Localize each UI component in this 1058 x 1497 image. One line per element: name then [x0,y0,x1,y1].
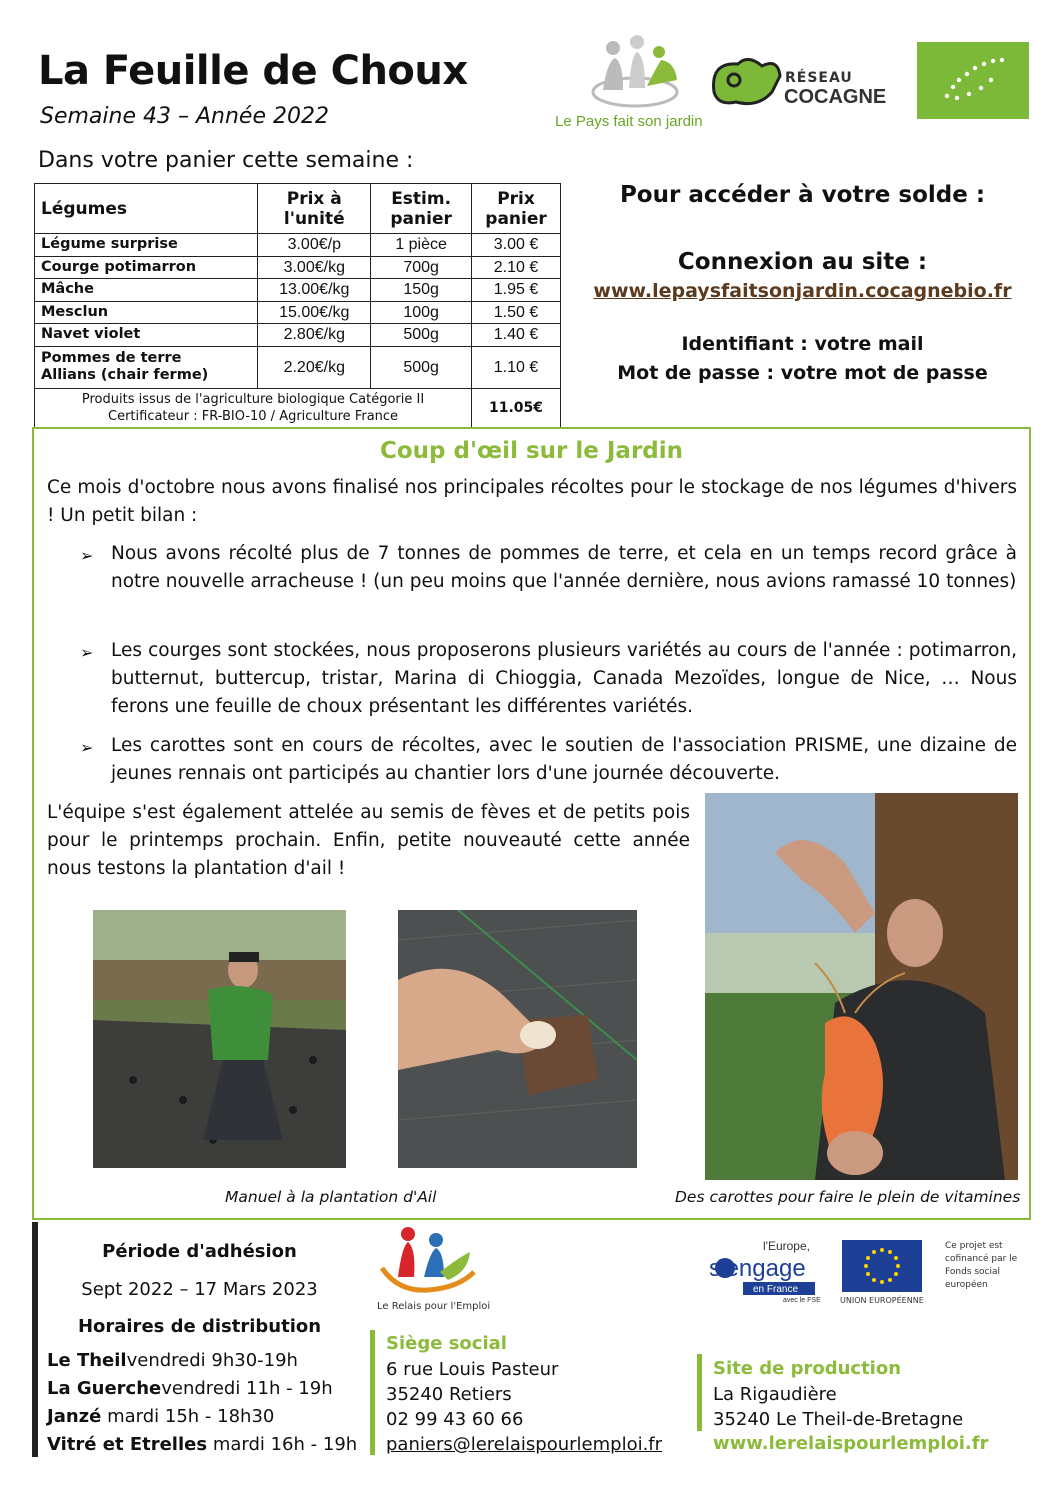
basket-price: 2.10 € [472,256,561,279]
membership-period-dates: Sept 2022 – 17 Mars 2023 [81,1279,318,1300]
website-link[interactable]: www.lepaysfaitsonjardin.cocagnebio.fr [593,280,1012,302]
col-basket-price: Prix panier [472,184,561,234]
veg-name: Navet violet [35,324,258,347]
head-office-email-link[interactable]: paniers@lerelaispourlemploi.fr [386,1434,663,1455]
head-office-street: 6 rue Louis Pasteur [386,1359,559,1380]
relais-pour-emploi-logo [378,1222,478,1297]
estim-qty: 1 pièce [371,234,472,257]
estim-qty: 100g [371,301,472,324]
basket-price: 3.00 € [472,234,561,257]
europe-logo-fse-text: avec le FSE [783,1297,821,1304]
eu-flag-logo [842,1240,922,1292]
distribution-time: mardi 16h - 19h [212,1434,358,1455]
basket-price: 1.10 € [472,346,561,388]
issue-week: Semaine 43 – Année 2022 [40,104,329,129]
login-identifier-info: Identifiant : votre mail [681,333,924,355]
col-legumes: Légumes [35,184,258,234]
bullet-text: Nous avons récolté plus de 7 tonnes de pommes de terre, et cela en un temps record grâce à notre nouvelle arracheuse ! (un peu moins que l'année dernière, nous avions ramassé 10 tonnes) [111,543,1017,592]
production-site-city: 35240 Le Theil-de-Bretagne [713,1409,964,1430]
eu-cofinancing-note: Ce projet est cofinancé par le Fonds social européen [945,1241,1018,1290]
garden-outro-paragraph: L'équipe s'est également attelée au semis de fèves et de petits pois pour le printemps prochain. Enfin, petite nouveauté cette année nous testons la plantation d'ail ! [47,802,690,879]
col-unit-price: Prix à l'unité [258,184,371,234]
europe-logo-main-text: s'engage [709,1255,806,1282]
distribution-time: mardi 15h - 18h30 [107,1406,275,1427]
organic-certification-note: Produits issus de l'agriculture biologique Catégorie II Certificateur : FR-BIO-10 / Agriculture France [35,388,472,428]
veg-name: Pommes de terre Allians (chair ferme) [35,346,258,388]
unit-price: 2.20€/kg [258,346,371,388]
head-office-city: 35240 Retiers [386,1384,512,1405]
list-item [80,637,1017,721]
veg-name: Mesclun [35,301,258,324]
europe-logo-top-text: l'Europe, [763,1239,810,1253]
distribution-schedule-item [47,1406,274,1427]
arrow-bullet-icon: ➢ [80,643,94,662]
newsletter-title: La Feuille de Choux [38,48,468,94]
balance-access-title: Pour accéder à votre solde : [619,182,986,208]
list-item [80,732,1017,788]
cocagne-logo-top: RÉSEAU [785,70,853,86]
basket-table [34,183,561,429]
distribution-time: vendredi 11h - 19h [161,1378,333,1399]
europe-logo-sub-text: en France [753,1284,799,1295]
veg-name: Courge potimarron [35,256,258,279]
distribution-place: La Guerche [47,1378,162,1399]
distribution-schedule-item [47,1350,298,1371]
head-office-phone: 02 99 43 60 66 [386,1409,524,1430]
arrow-bullet-icon: ➢ [80,546,94,565]
basket-price: 1.40 € [472,324,561,347]
garden-section-title: Coup d'œil sur le Jardin [379,438,684,464]
arrow-bullet-icon: ➢ [80,738,94,757]
basket-total: 11.05€ [472,388,561,428]
distribution-time: vendredi 9h30-19h [126,1350,298,1371]
table-row [35,301,561,324]
col-estim: Estim. panier [371,184,472,234]
veg-name: Mâche [35,279,258,302]
production-site-title: Site de production [713,1358,902,1379]
basket-price: 1.95 € [472,279,561,302]
table-header-row [35,184,561,234]
production-site-accent-bar [697,1354,702,1431]
list-item [80,540,1017,596]
table-row [35,256,561,279]
estim-qty: 500g [371,324,472,347]
distribution-schedule-item [47,1434,357,1455]
unit-price: 13.00€/kg [258,279,371,302]
bullet-text: Les courges sont stockées, nous proposerons plusieurs variétés au cours de l'année : potimarron, butternut, buttercup, tristar, Marina di Chioggia, Canada Mezoïdes, longue de Nice, … Nous ferons une feuille de choux présentant les différentes variétés. [111,640,1017,717]
cocagne-logo-name: COCAGNE [784,86,887,108]
eu-organic-leaf-logo [917,42,1029,119]
login-password-info: Mot de passe : votre mot de passe [617,362,988,384]
europe-sengage-logo [703,1238,823,1304]
head-office-accent-bar [370,1330,375,1455]
relais-website-link[interactable]: www.lerelaispourlemploi.fr [713,1433,989,1454]
eu-label: UNION EUROPÉENNE [840,1296,924,1305]
table-footer-row [35,388,561,428]
table-row [35,346,561,388]
login-title: Connexion au site : [677,249,928,275]
veg-name: Légume surprise [35,234,258,257]
unit-price: 15.00€/kg [258,301,371,324]
relais-logo-text: Le Relais pour l'Emploi [377,1301,491,1312]
photo-caption-garlic: Manuel à la plantation d'Ail [225,1188,437,1206]
basket-price: 1.50 € [472,301,561,324]
footer-left-bar [32,1222,38,1457]
production-site-place: La Rigaudière [713,1384,837,1405]
garden-intro-paragraph: Ce mois d'octobre nous avons finalisé nos principales récoltes pour le stockage de nos légumes d'hivers ! Un petit bilan : [47,477,1017,526]
distribution-place: Janzé [47,1406,102,1427]
carrot-harvest-photo [705,793,1018,1180]
table-row [35,234,561,257]
photo-caption-carrots: Des carottes pour faire le plein de vitamines [675,1188,1021,1206]
basket-heading: Dans votre panier cette semaine : [38,148,414,173]
distribution-schedule-item [47,1378,333,1399]
distribution-place: Vitré et Etrelles [47,1434,208,1455]
distribution-hours-title: Horaires de distribution [77,1316,322,1337]
head-office-title: Siège social [386,1333,507,1354]
unit-price: 3.00€/p [258,234,371,257]
pays-fait-son-jardin-logo-text: Le Pays fait son jardin [555,113,703,130]
estim-qty: 500g [371,346,472,388]
distribution-place: Le Theil [47,1350,127,1371]
estim-qty: 700g [371,256,472,279]
pays-fait-son-jardin-logo [585,30,685,110]
unit-price: 3.00€/kg [258,256,371,279]
bullet-text: Les carottes sont en cours de récoltes, avec le soutien de l'association PRISME, une dizaine de jeunes rennais ont participés au chantier lors d'une journée découverte. [111,735,1017,784]
estim-qty: 150g [371,279,472,302]
table-row [35,279,561,302]
garlic-planting-photo [93,910,346,1168]
membership-period-title: Période d'adhésion [102,1241,297,1262]
table-row [35,324,561,347]
garlic-clove-hand-photo [398,910,637,1168]
unit-price: 2.80€/kg [258,324,371,347]
